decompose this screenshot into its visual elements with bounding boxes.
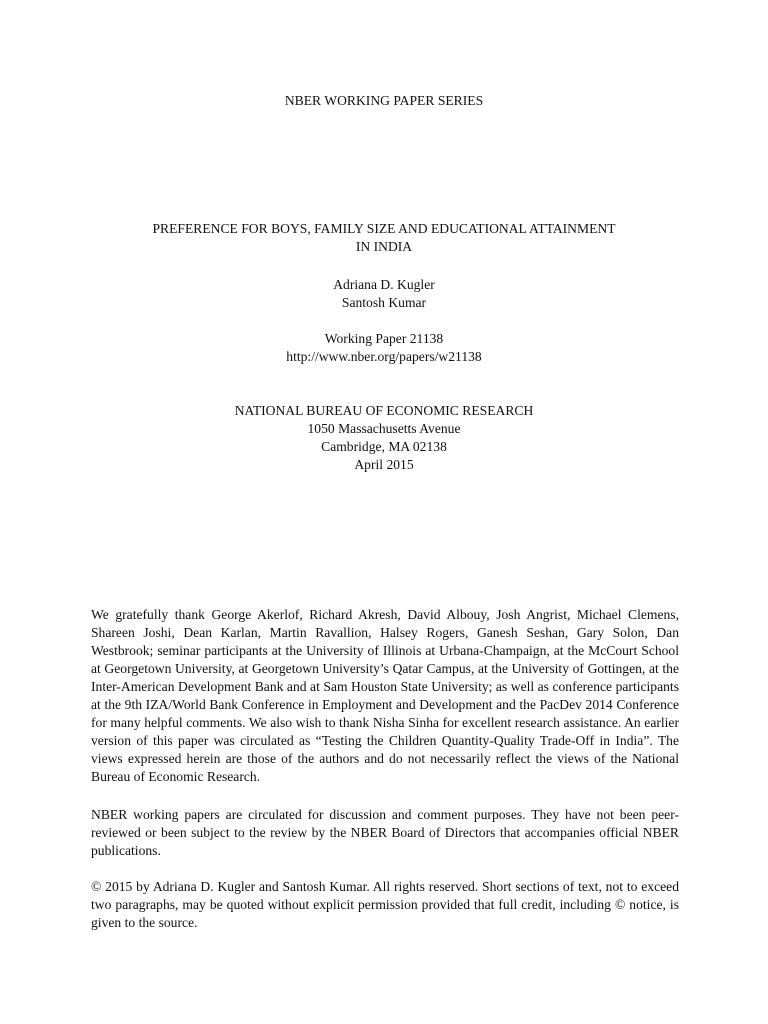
organization-street: 1050 Massachusetts Avenue <box>307 421 461 436</box>
organization-block <box>0 402 768 474</box>
publication-date: April 2015 <box>354 457 414 472</box>
paper-title <box>110 220 658 256</box>
paper-title-line-1: PREFERENCE FOR BOYS, FAMILY SIZE AND EDUCATIONAL ATTAINMENT <box>152 221 616 236</box>
acknowledgments-paragraph: We gratefully thank George Akerlof, Richard Akresh, David Albouy, Josh Angrist, Michael Clemens, Shareen Joshi, Dean Karlan, Martin Ravallion, Halsey Rogers, Ganesh Seshan, Gary Solon, Dan Westbrook; seminar participants at the University of Illinois at Urbana-Champaign, at the McCourt School at Georgetown University, at Georgetown University’s Qatar Campus, at the University of Gottingen, at the Inter-American Development Bank and at Sam Houston State University; as well as conference participants at the 9th IZA/World Bank Conference in Employment and Development and the PacDev 2014 Conference for many helpful comments. We also wish to thank Nisha Sinha for excellent research assistance. An earlier version of this paper was circulated as “Testing the Children Quantity-Quality Trade-Off in India”. The views expressed herein are those of the authors and do not necessarily reflect the views of the National Bureau of Economic Research. <box>91 607 679 784</box>
disclaimer-paragraph: NBER working papers are circulated for discussion and comment purposes. They have not been peer-reviewed or been subject to the review by the NBER Board of Directors that accompanies official NBER publications. <box>91 807 679 858</box>
series-heading: NBER WORKING PAPER SERIES <box>284 93 484 108</box>
author-name: Adriana D. Kugler <box>333 277 435 292</box>
working-paper-url: http://www.nber.org/papers/w21138 <box>286 349 482 364</box>
copyright-paragraph: © 2015 by Adriana D. Kugler and Santosh Kumar. All rights reserved. Short sections of text, not to exceed two paragraphs, may be quoted without explicit permission provided that full credit, including © notice, is given to the source. <box>91 879 679 930</box>
author-name: Santosh Kumar <box>341 295 427 310</box>
author-list <box>0 276 768 312</box>
organization-name: NATIONAL BUREAU OF ECONOMIC RESEARCH <box>234 403 534 418</box>
paper-title-line-2: IN INDIA <box>355 239 413 254</box>
working-paper-info <box>0 330 768 366</box>
working-paper-number: Working Paper 21138 <box>324 331 444 346</box>
organization-city: Cambridge, MA 02138 <box>321 439 447 454</box>
